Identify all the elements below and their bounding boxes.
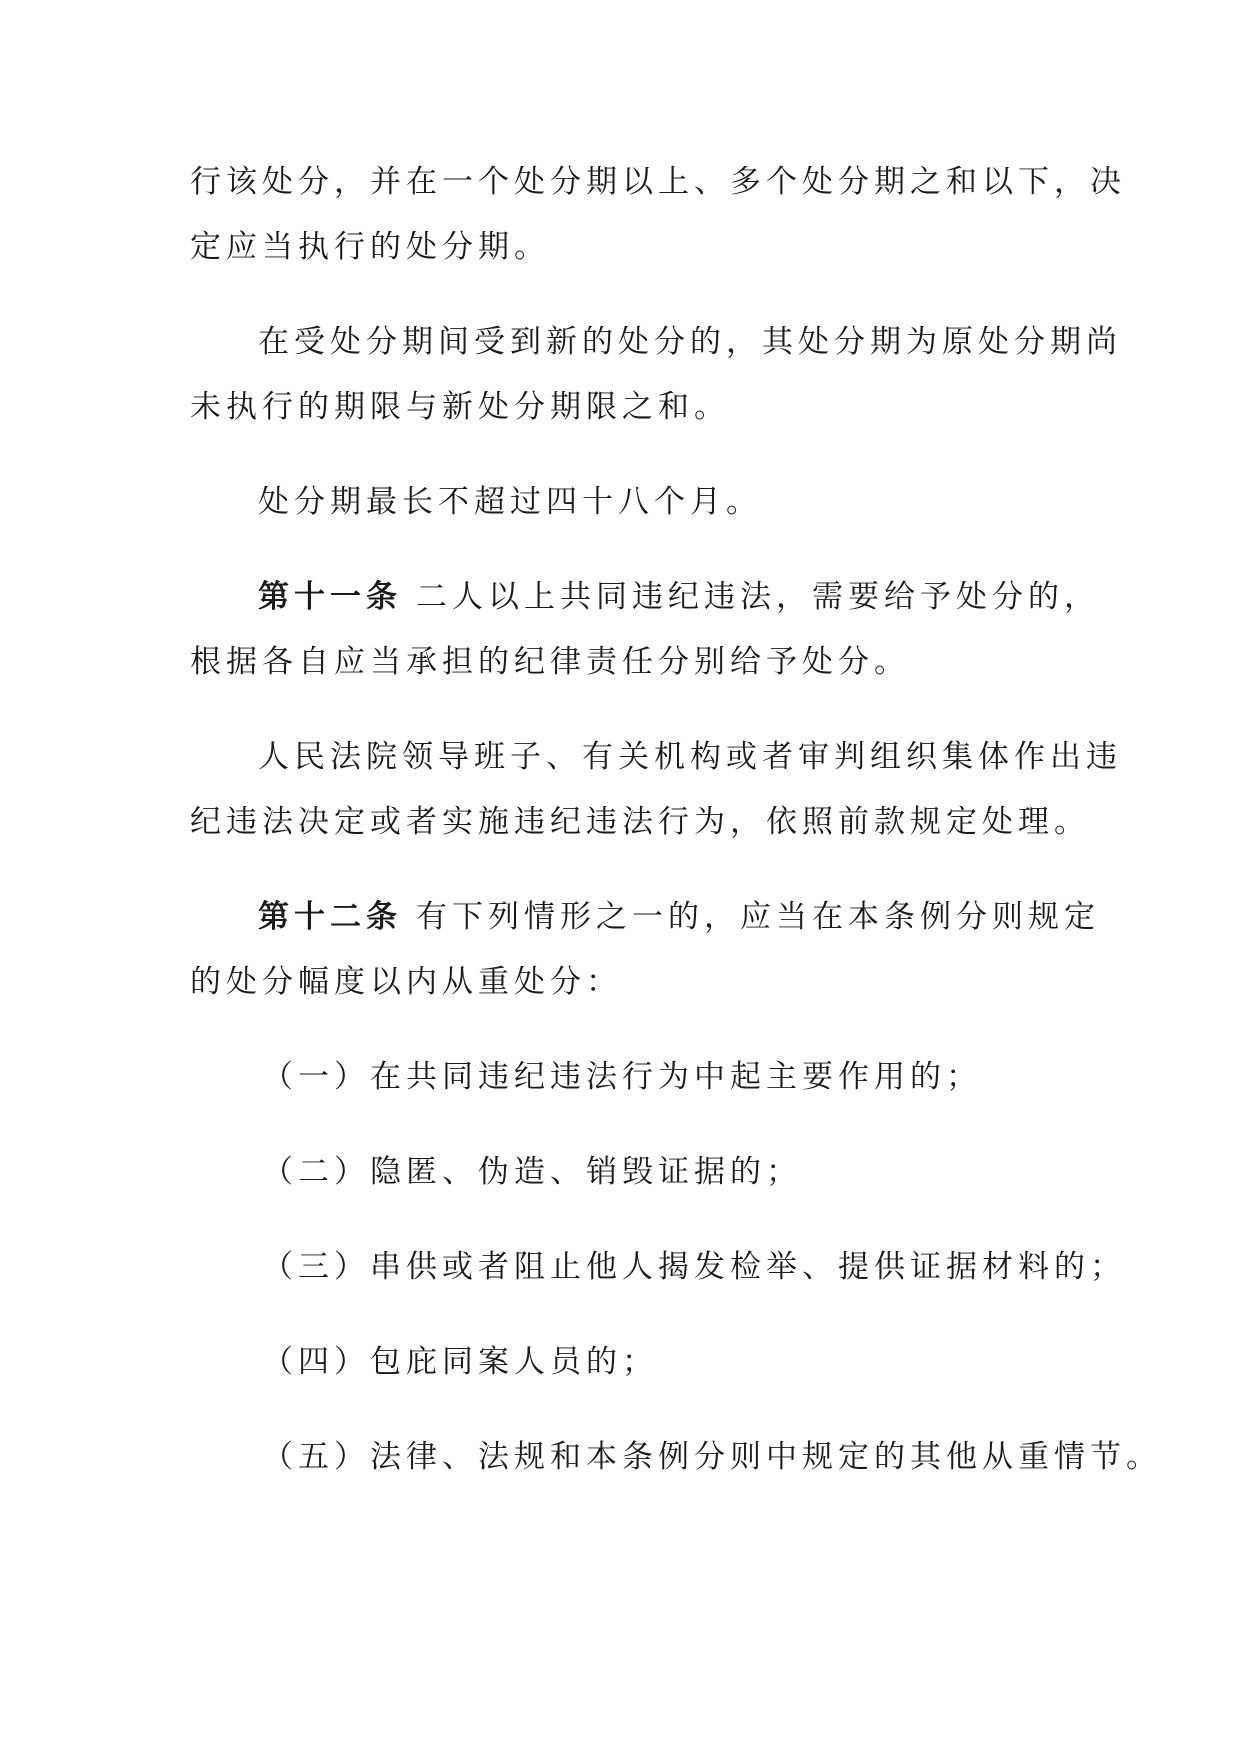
list-item: （三）串供或者阻止他人揭发检举、提供证据材料的；	[262, 1249, 1126, 1285]
article-number: 第十一条	[258, 579, 402, 615]
paragraph-line: 的处分幅度以内从重处分：	[190, 964, 622, 1000]
paragraph-line: 处分期最长不超过四十八个月。	[258, 484, 762, 520]
paragraph-line: 人民法院领导班子、有关机构或者审判组织集体作出违	[258, 739, 1122, 775]
paragraph-line: 根据各自应当承担的纪律责任分别给予处分。	[190, 644, 910, 680]
list-item: （一）在共同违纪违法行为中起主要作用的；	[262, 1059, 982, 1095]
list-item: （五）法律、法规和本条例分则中规定的其他从重情节。	[262, 1439, 1162, 1475]
article-text: 有下列情形之一的，应当在本条例分则规定	[416, 899, 1100, 935]
paragraph-line: 纪违法决定或者实施违纪违法行为，依照前款规定处理。	[190, 804, 1090, 840]
article-text: 二人以上共同违纪违法，需要给予处分的，	[416, 579, 1100, 615]
article-number: 第十二条	[258, 899, 402, 935]
paragraph-line: 行该处分，并在一个处分期以上、多个处分期之和以下，决	[190, 164, 1126, 200]
article-12-line	[258, 897, 1100, 937]
paragraph-line: 定应当执行的处分期。	[190, 229, 550, 265]
paragraph-line: 未执行的期限与新处分期限之和。	[190, 389, 730, 425]
list-item: （二）隐匿、伪造、销毁证据的；	[262, 1154, 802, 1190]
list-item: （四）包庇同案人员的；	[262, 1344, 658, 1380]
paragraph-line: 在受处分期间受到新的处分的，其处分期为原处分期尚	[258, 324, 1122, 360]
article-11-line	[258, 577, 1100, 617]
